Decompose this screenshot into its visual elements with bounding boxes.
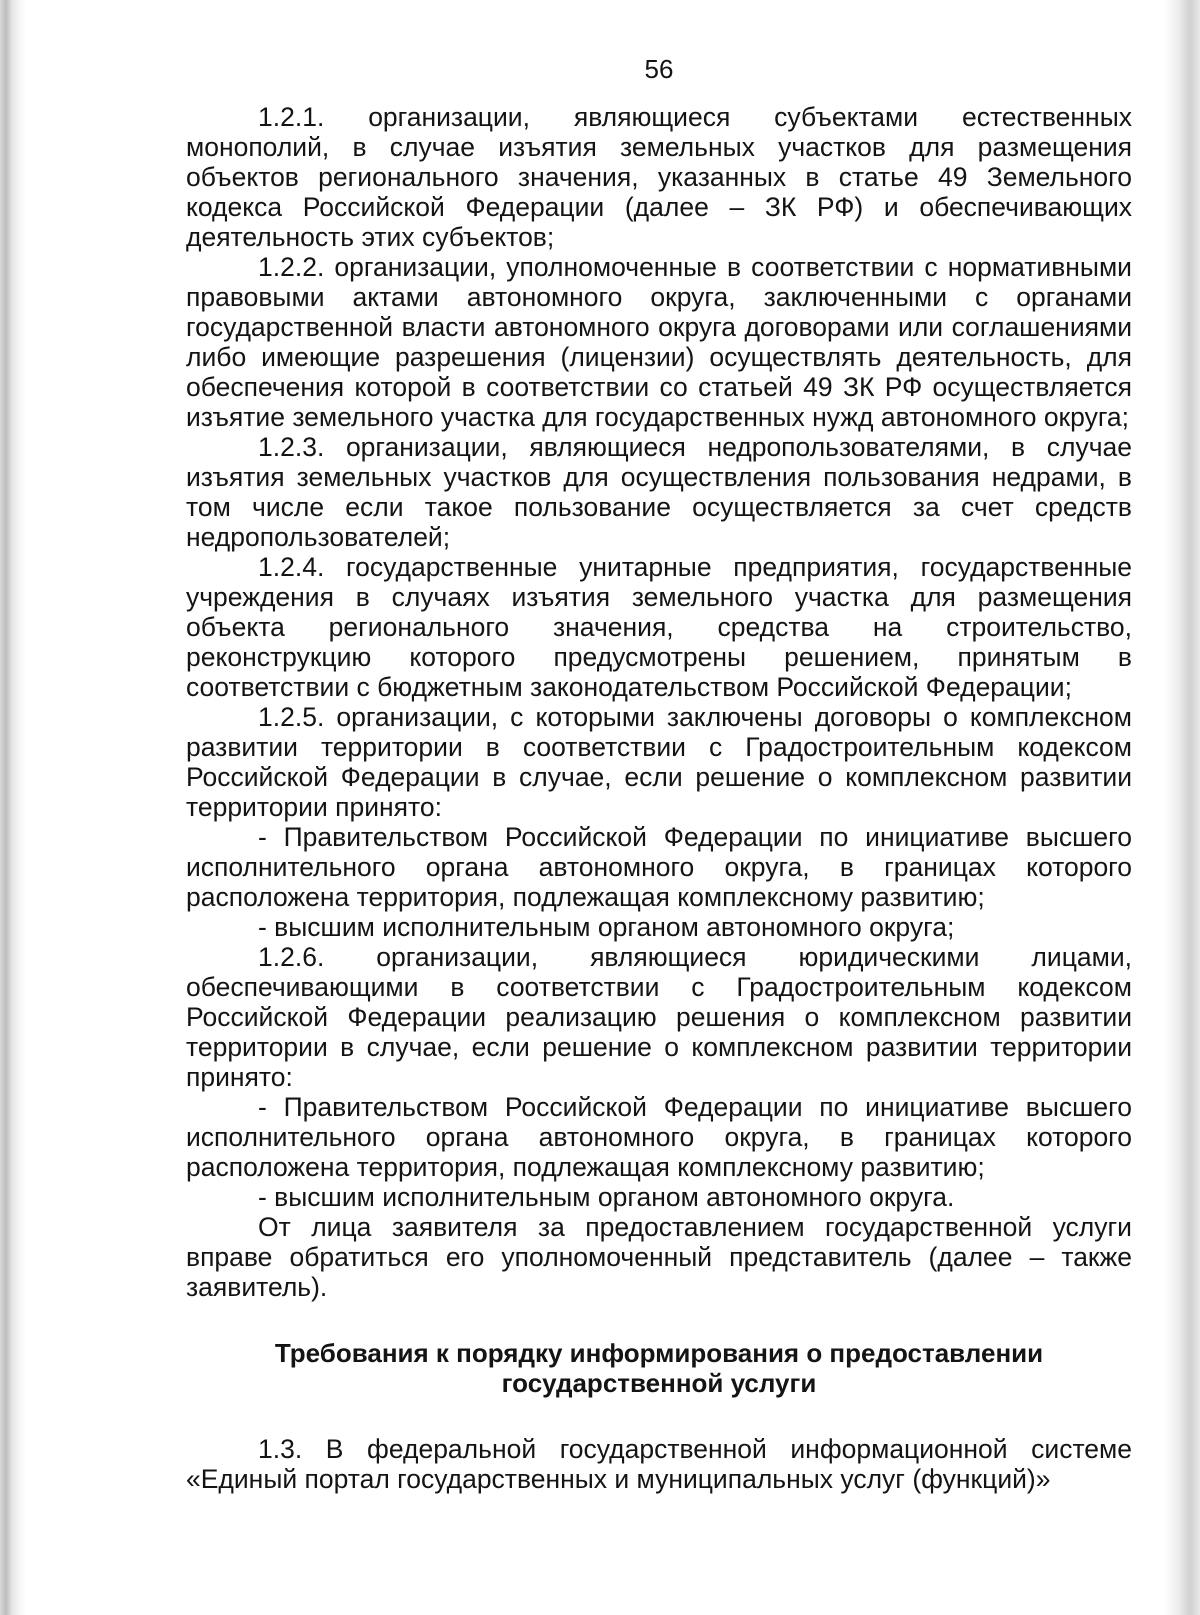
section-heading: Требования к порядку информирования о предоставлении государственной услуги <box>274 1338 1044 1398</box>
page-number: 56 <box>644 54 674 84</box>
paragraph-1-2-3: 1.2.3. организации, являющиеся недропользователями, в случае изъятия земельных участков для осуществления пользования недрами, в том числе если такое пользование осуществляется за счет средств недропользователей; <box>186 432 1132 552</box>
scan-edge-left <box>0 0 26 1615</box>
paragraph-1-3: 1.3. В федеральной государственной информационной системе «Единый портал государственных и муниципальных услуг (функций)» <box>186 1434 1132 1494</box>
paragraph-1-2-1: 1.2.1. организации, являющиеся субъектами естественных монополий, в случае изъятия земельных участков для размещения объектов регионального значения, указанных в статье 49 Земельного кодекса Российской Федерации (далее – ЗК РФ) и обеспечивающих деятельность этих субъектов; <box>186 102 1132 252</box>
paragraph-1-2-2: 1.2.2. организации, уполномоченные в соответствии с нормативными правовыми актами автономного округа, заключенными с органами государственной власти автономного округа договорами или соглашениями либо имеющие разрешения (лицензии) осуществлять деятельность, для обеспечения которой в соответствии со статьей 49 ЗК РФ осуществляется изъятие земельного участка для государственных нужд автономного округа; <box>186 252 1132 432</box>
paragraph-1-2-6: 1.2.6. организации, являющиеся юридическими лицами, обеспечивающими в соответствии с Градостроительным кодексом Российской Федерации реализацию решения о комплексном развитии территории в случае, если решение о комплексном развитии территории принято: <box>186 942 1132 1092</box>
paragraph-1-2-4: 1.2.4. государственные унитарные предприятия, государственные учреждения в случаях изъятия земельного участка для размещения объекта регионального значения, средства на строительство, реконструкцию которого предусмотрены решением, принятым в соответствии с бюджетным законодательством Российской Федерации; <box>186 552 1132 702</box>
document-page <box>186 50 1132 1494</box>
paragraph-1-2-5: 1.2.5. организации, с которыми заключены договоры о комплексном развитии территории в соответствии с Градостроительным кодексом Российской Федерации в случае, если решение о комплексном развитии территории принято: <box>186 702 1132 822</box>
list-item-executive-body-1: - высшим исполнительным органом автономного округа; <box>258 912 955 942</box>
list-item-executive-body-2: - высшим исполнительным органом автономного округа. <box>258 1182 955 1212</box>
list-item-government-initiative-2: - Правительством Российской Федерации по инициативе высшего исполнительного органа автономного округа, в границах которого расположена территория, подлежащая комплексному развитию; <box>186 1092 1132 1182</box>
list-item-government-initiative-1: - Правительством Российской Федерации по инициативе высшего исполнительного органа автономного округа, в границах которого расположена территория, подлежащая комплексному развитию; <box>186 822 1132 912</box>
paragraph-representative: От лица заявителя за предоставлением государственной услуги вправе обратиться его уполномоченный представитель (далее – также заявитель). <box>186 1212 1132 1302</box>
scan-edge-right <box>1164 0 1200 1615</box>
